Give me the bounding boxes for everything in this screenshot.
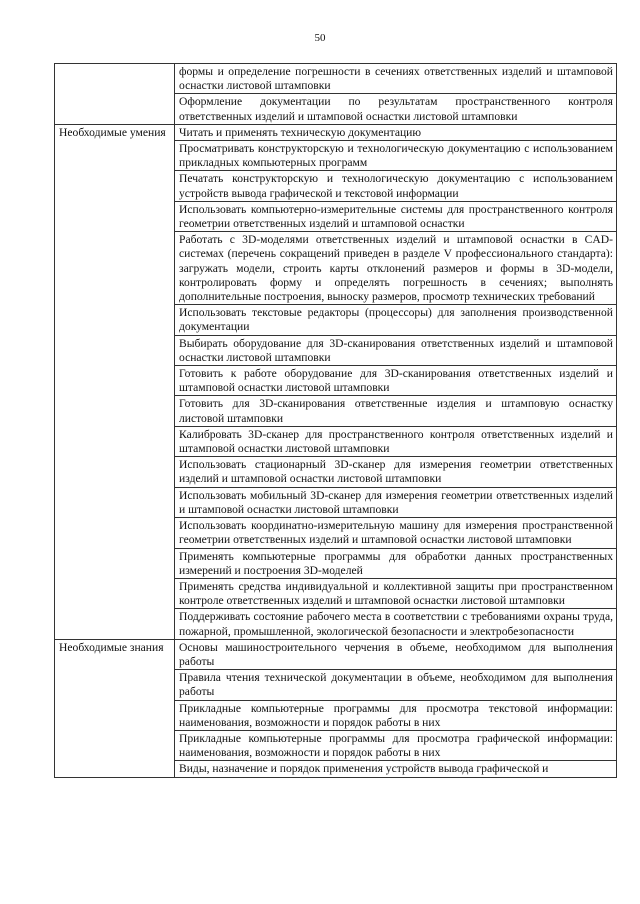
section-item: Использовать стационарный 3D-сканер для измерения геометрии ответственных изделий и штамповой оснастки листовой штамповки xyxy=(175,457,617,487)
section-item: Основы машиностроительного черчения в объеме, необходимом для выполнения работы xyxy=(175,639,617,669)
section-item: Виды, назначение и порядок применения устройств вывода графической и xyxy=(175,761,617,777)
section-item: Работать с 3D-моделями ответственных изделий и штамповой оснастки в CAD-системах (перечень сокращений приведен в разделе V профессионального стандарта): загружать модели, строить карты отклонений размеров и формы в 3D-модели, контролировать форму и определять погрешность в сечениях; выполнять дополнительные построения, выноску размеров, просмотр технических требований xyxy=(175,232,617,305)
section-item: Использовать координатно-измерительную машину для измерения пространственной геометрии ответственных изделий и штамповой оснастки листовой штамповки xyxy=(175,518,617,548)
page-number: 50 xyxy=(314,32,326,44)
section-label: Необходимые знания xyxy=(55,639,175,777)
section-item: Калибровать 3D-сканер для пространственного контроля ответственных изделий и штамповой оснастки листовой штамповки xyxy=(175,426,617,456)
section-item: Использовать компьютерно-измерительные системы для пространственного контроля геометрии ответственных изделий и штамповой оснастки xyxy=(175,201,617,231)
section-item: Применять средства индивидуальной и коллективной защиты при пространственном контроле ответственных изделий и штамповой оснастки листовой штамповки xyxy=(175,578,617,608)
section-item: Выбирать оборудование для 3D-сканирования ответственных изделий и штамповой оснастки листовой штамповки xyxy=(175,335,617,365)
section-item: Печатать конструкторскую и технологическую документацию с использованием устройств вывода графической и текстовой информации xyxy=(175,171,617,201)
section-label: Необходимые умения xyxy=(55,124,175,639)
section-item: Использовать текстовые редакторы (процессоры) для заполнения производственной документации xyxy=(175,305,617,335)
competency-table-body xyxy=(55,64,617,778)
section-item: Прикладные компьютерные программы для просмотра графической информации: наименования, возможности и порядок работы в них xyxy=(175,730,617,760)
section-item: Поддерживать состояние рабочего места в соответствии с требованиями охраны труда, пожарной, промышленной, экологической безопасности и электробезопасности xyxy=(175,609,617,639)
competency-table xyxy=(54,63,617,778)
section-item: Просматривать конструкторскую и технологическую документацию с использованием прикладных компьютерных программ xyxy=(175,141,617,171)
section-item: Готовить для 3D-сканирования ответственные изделия и штамповую оснастку листовой штамповки xyxy=(175,396,617,426)
section-item: Прикладные компьютерные программы для просмотра текстовой информации: наименования, возможности и порядок работы в них xyxy=(175,700,617,730)
section-item: Готовить к работе оборудование для 3D-сканирования ответственных изделий и штамповой оснастки листовой штамповки xyxy=(175,366,617,396)
section-item: Использовать мобильный 3D-сканер для измерения геометрии ответственных изделий и штамповой оснастки листовой штамповки xyxy=(175,487,617,517)
table-row xyxy=(55,124,617,140)
section-label xyxy=(55,64,175,125)
section-item: Применять компьютерные программы для обработки данных пространственных измерений и построения 3D-моделей xyxy=(175,548,617,578)
table-row xyxy=(55,64,617,94)
section-item: Читать и применять техническую документацию xyxy=(175,124,617,140)
section-item: Правила чтения технической документации в объеме, необходимом для выполнения работы xyxy=(175,670,617,700)
section-item: Оформление документации по результатам пространственного контроля ответственных изделий и штамповой оснастки листовой штамповки xyxy=(175,94,617,124)
section-item: формы и определение погрешности в сечениях ответственных изделий и штамповой оснастки листовой штамповки xyxy=(175,64,617,94)
table-row xyxy=(55,639,617,669)
